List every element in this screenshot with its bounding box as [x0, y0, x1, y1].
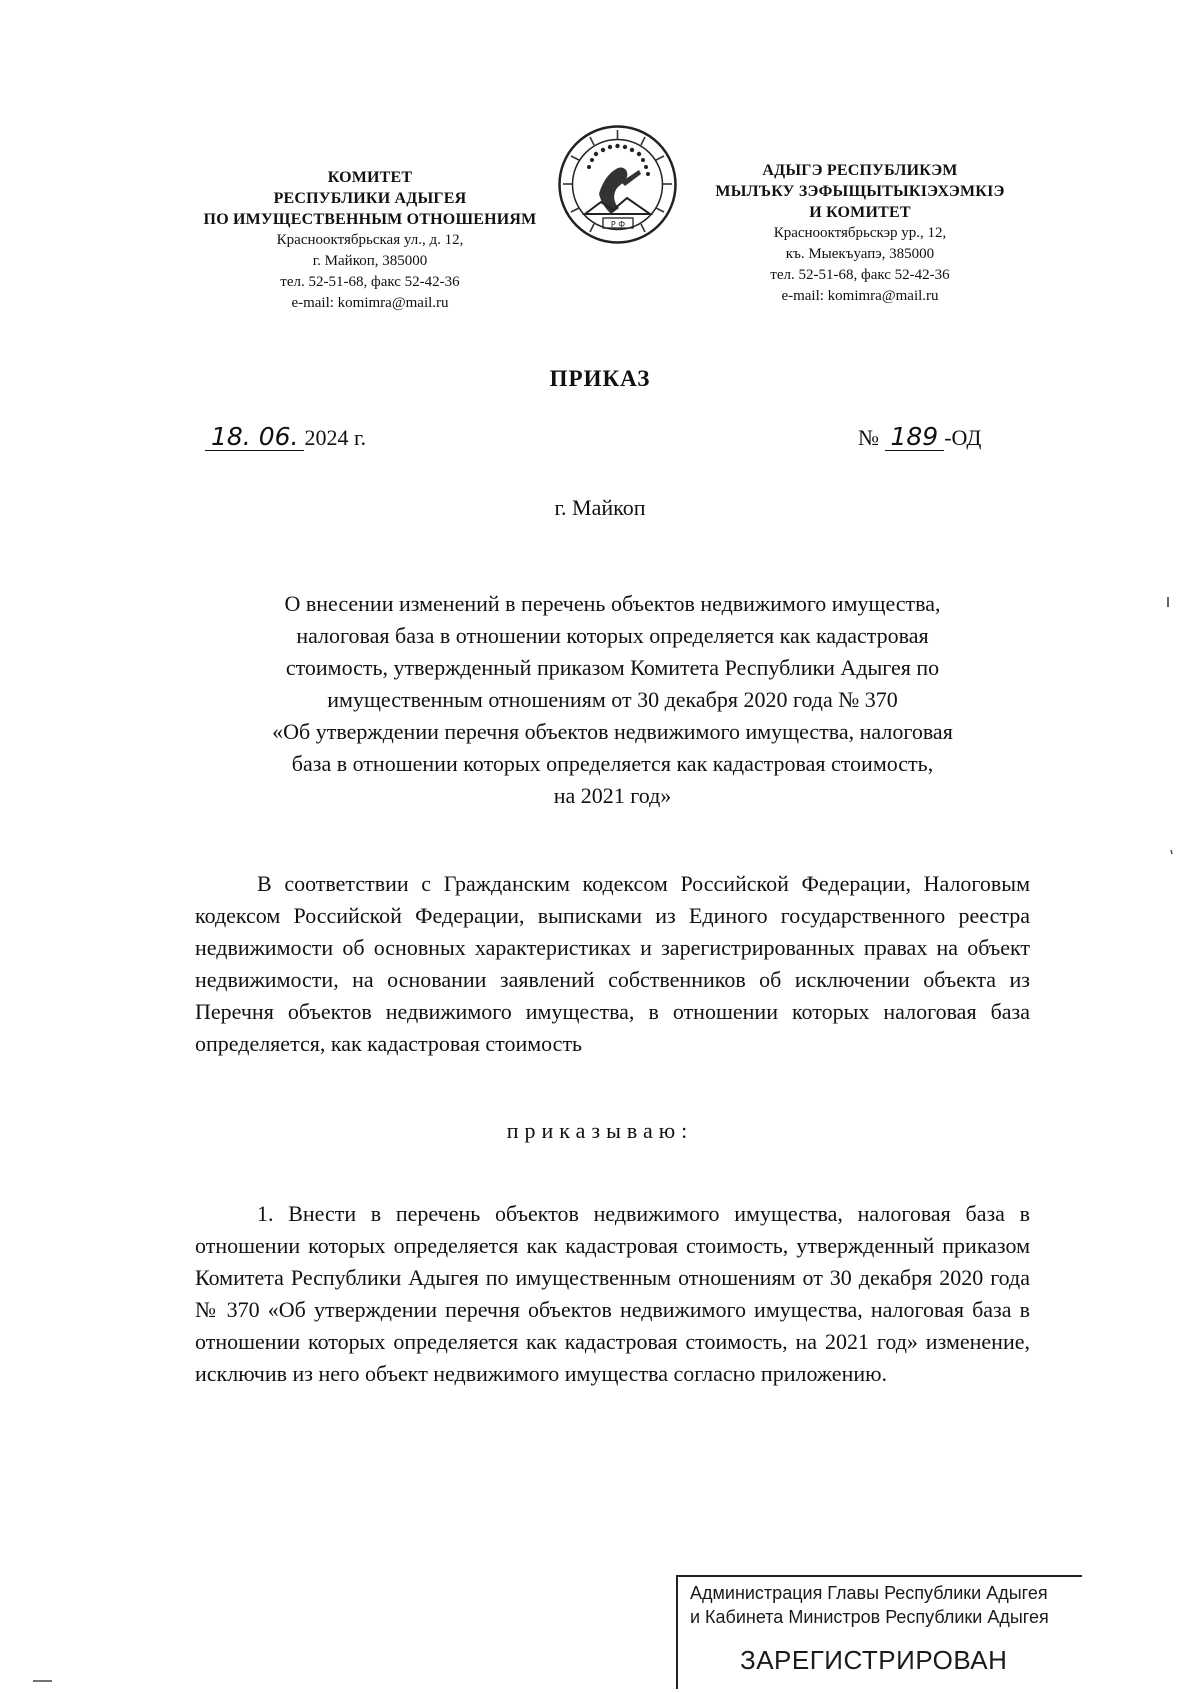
stamp-line1: Администрация Главы Республики Адыгея — [690, 1583, 1048, 1603]
svg-text:Р Ф: Р Ф — [610, 220, 626, 229]
subject-line: О внесении изменений в перечень объектов недвижимого имущества, — [284, 591, 941, 616]
org-name-ru-line1: КОМИТЕТ — [327, 169, 413, 186]
number-suffix: -ОД — [944, 425, 982, 450]
phone-ru: тел. 52-51-68, факс 52-42-36 — [280, 274, 460, 290]
phone-ady: тел. 52-51-68, факс 52-42-36 — [770, 267, 950, 283]
subject-line: на 2021 год» — [553, 783, 672, 808]
org-name-ady-line1: АДЫГЭ РЕСПУБЛИКЭМ — [762, 162, 958, 179]
city: г. Майкоп — [554, 495, 646, 520]
stamp-line2: и Кабинета Министров Республики Адыгея — [690, 1607, 1049, 1627]
subject-line: имущественным отношениям от 30 декабря 2020 года № 370 — [327, 687, 898, 712]
document-title: ПРИКАЗ — [549, 366, 651, 391]
order-word: приказываю: — [506, 1118, 694, 1143]
address-ru-line2: г. Майкоп, 385000 — [312, 253, 428, 269]
address-ady-line1: Краснооктябрьскэр ур., 12, — [773, 225, 947, 241]
org-name-ru-line2: РЕСПУБЛИКИ АДЫГЕЯ — [273, 190, 467, 207]
subject-line: база в отношении которых определяется как кадастровая стоимость, — [291, 751, 934, 776]
date-year: 2024 г. — [304, 425, 367, 450]
handwritten-number: 189 — [885, 424, 945, 451]
address-ru-line1: Краснооктябрьская ул., д. 12, — [276, 232, 464, 248]
stamp-status: ЗАРЕГИСТРИРОВАН — [740, 1645, 1008, 1675]
subject-line: налоговая база в отношении которых определяется как кадастровая — [296, 623, 929, 648]
subject-line: стоимость, утвержденный приказом Комитета Республики Адыгея по — [285, 655, 940, 680]
preamble-paragraph: В соответствии с Гражданским кодексом Российской Федерации, Налоговым кодексом Российской Федерации, выписками из Единого государственного реестра недвижимости об основных характеристиках и зарегистрированных правах на объект недвижимости, на основании заявлений собственников об исключении объекта из Перечня объектов недвижимого имущества, в отношении которых налоговая база определяется, как кадастровая стоимость — [195, 871, 1030, 1056]
org-name-ady-line3: И КОМИТЕТ — [809, 204, 911, 221]
order-item-1: 1. Внести в перечень объектов недвижимого имущества, налоговая база в отношении которых определяется как кадастровая стоимость, утвержденный приказом Комитета Республики Адыгея по имущественным отношениям от 30 декабря 2020 года № 370 «Об утверждении перечня объектов недвижимого имущества, налоговая база в отношении которых определяется как кадастровая стоимость, на 2021 год» изменение, исключив из него объект недвижимого имущества согласно приложению. — [195, 1201, 1030, 1386]
number-prefix: № — [858, 425, 879, 450]
org-name-ru-line3: ПО ИМУЩЕСТВЕННЫМ ОТНОШЕНИЯМ — [203, 211, 537, 228]
subject-line: «Об утверждении перечня объектов недвижимого имущества, налоговая — [272, 719, 953, 744]
email-ru: e-mail: komimra@mail.ru — [291, 295, 449, 311]
address-ady-line2: къ. Мыекъуапэ, 385000 — [785, 246, 935, 262]
handwritten-date: 18. 06. — [205, 424, 304, 451]
email-ady: e-mail: komimra@mail.ru — [781, 288, 939, 304]
org-name-ady-line2: МЫЛЪКУ ЗЭФЫЩЫТЫКIЭХЭМКIЭ — [715, 183, 1005, 200]
